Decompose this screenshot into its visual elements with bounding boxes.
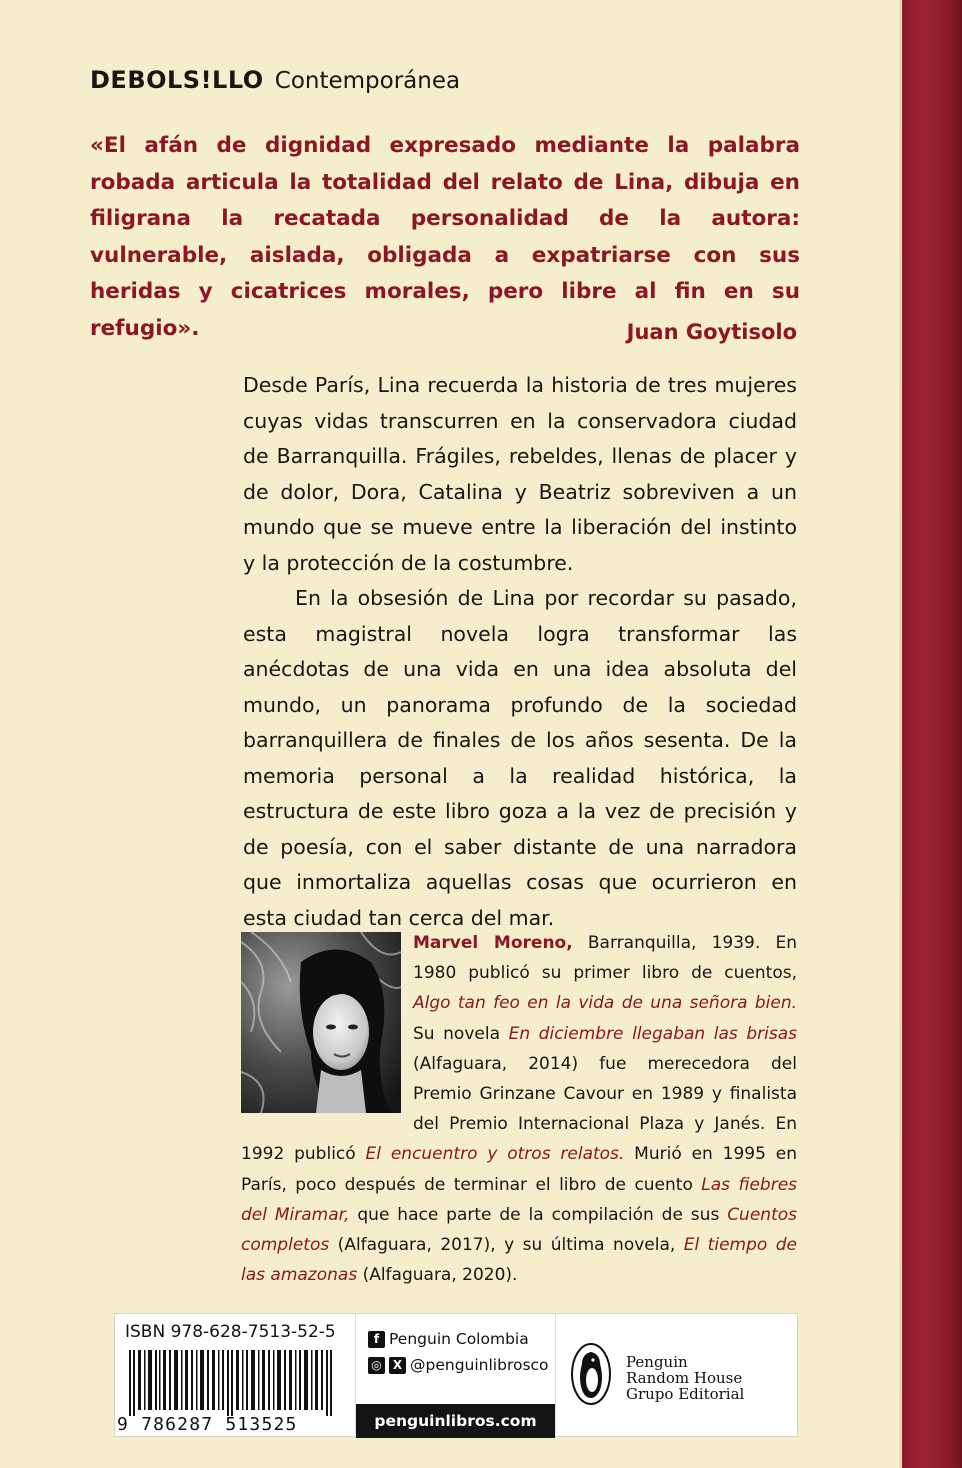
barcode-image	[125, 1350, 345, 1416]
book-title: El tiempo de las amazonas	[241, 1235, 797, 1286]
instagram-icon: ◎	[368, 1357, 385, 1374]
book-spine	[902, 0, 962, 1468]
book-title: En diciembre llegaban las brisas	[508, 1023, 797, 1044]
isbn-label: ISBN 978-628-7513-52-5	[125, 1322, 336, 1342]
social-handle: @penguinlibrosco	[410, 1356, 549, 1374]
collection-header	[90, 66, 460, 94]
book-title: Algo tan feo en la vida de una señora bien.	[413, 993, 797, 1014]
blurb-quote: «El afán de dignidad expresado mediante la palabra robada articula la totalidad del relato de Lina, dibuja en filigrana la recatada personalidad de la autora: vulnerable, aislada, obligada a expatriarse con sus heridas y cicatrices morales, pero libre al fin en su refugio».	[90, 133, 800, 341]
synopsis-paragraph-2: En la obsesión de Lina por recordar su pasado, esta magistral novela logra transformar las anécdotas de una vida en una idea absoluta del mundo, un panorama profundo de la sociedad barranquillera de finales de los años sesenta. De la memoria personal a la realidad histórica, la estructura de este libro goza a la vez de precisión y de poesía, con el saber distante de una narradora que inmortaliza aquellas cosas que ocurrieron en esta ciudad tan cerca del mar.	[243, 586, 797, 930]
publisher-brand: DEBOLS!LLO	[90, 66, 264, 94]
handle-row	[368, 1356, 549, 1374]
book-title: Cuentos completos	[241, 1204, 797, 1256]
facebook-row	[368, 1330, 529, 1348]
collection-name: Contemporánea	[274, 68, 461, 94]
publisher-logo	[555, 1314, 798, 1438]
penguin-icon	[570, 1342, 612, 1406]
website-label: penguinlibros.com	[356, 1404, 555, 1438]
quote-author: Juan Goytisolo	[626, 320, 797, 344]
synopsis-paragraph-1: Desde París, Lina recuerda la historia de tres mujeres cuyas vidas transcurren en la conservadora ciudad de Barranquilla. Frágiles, rebeldes, llenas de placer y de dolor, Dora, Catalina y Beatriz sobreviven a un mundo que se mueve entre la liberación del instinto y la protección de la costumbre.	[243, 373, 797, 575]
social-links	[355, 1314, 555, 1438]
author-name: Marvel Moreno,	[413, 933, 573, 953]
book-title: El encuentro y otros relatos.	[365, 1144, 625, 1165]
synopsis	[243, 368, 797, 936]
barcode-panel	[114, 1313, 798, 1437]
x-icon: X	[389, 1357, 406, 1374]
book-title: Las fiebres del Miramar,	[241, 1174, 798, 1225]
barcode-digits: 9 786287 513525	[117, 1414, 298, 1435]
author-photo	[241, 932, 401, 1113]
facebook-page: Penguin Colombia	[389, 1330, 529, 1348]
facebook-icon: f	[368, 1331, 385, 1348]
author-bio: Marvel Moreno, Barranquilla, 1939. En 1980 publicó su primer libro de cuentos, Algo tan feo en la vida de una señora bien. Su novela En diciembre llegaban las brisas (Alfaguara, 2014) fue merecedora del Premio Grinzane Cavour en 1989 y finalista del Premio Internacional Plaza y Janés. En 1992 publicó El encuentro y otros relatos. Murió en 1995 en París, poco después de terminar el libro de cuento Las fiebres del Miramar, que hace parte de la compilación de sus Cuentos completos (Alfaguara, 2017), y su última novela, El tiempo de las amazonas (Alfaguara, 2020).	[241, 933, 798, 1286]
publisher-name: Penguin Random House Grupo Editorial	[626, 1353, 745, 1403]
